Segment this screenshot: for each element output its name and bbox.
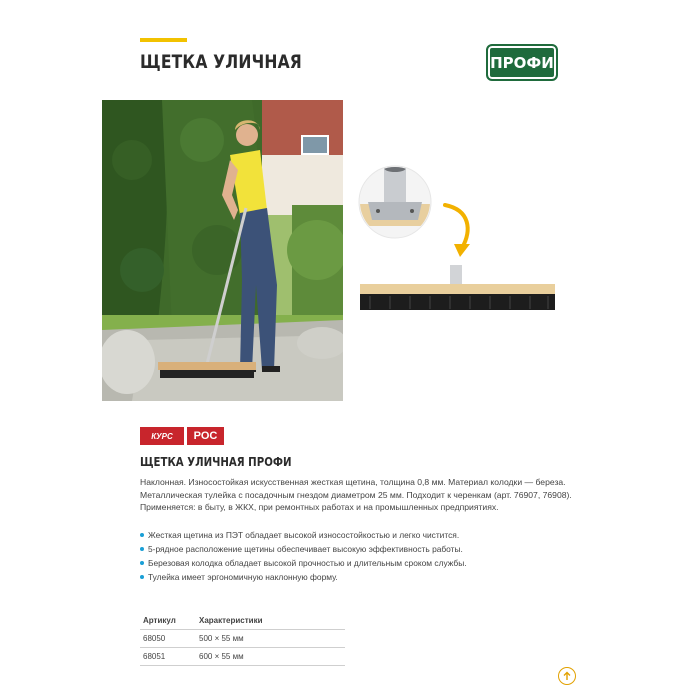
feature-text: Жесткая щетина из ПЭТ обладает высокой износостойкостью и легко чистится.: [148, 530, 460, 540]
table-row: [140, 648, 345, 666]
logo-kurs: [140, 427, 184, 445]
column-header-specs: Характеристики: [196, 612, 345, 630]
article-cell: 68051: [140, 648, 196, 666]
specs-table: [140, 612, 345, 666]
bullet-icon: [140, 575, 144, 579]
brush-product-image: [350, 110, 600, 340]
product-title: ЩЕТКА УЛИЧНАЯ ПРОФИ: [140, 455, 292, 469]
feature-item: [140, 529, 467, 543]
spec-cell: 600 × 55 мм: [196, 648, 345, 666]
bullet-icon: [140, 561, 144, 565]
bullet-icon: [140, 533, 144, 537]
specs-header-row: [140, 612, 345, 630]
product-usage-photo: [102, 100, 343, 401]
curved-arrow-icon: [445, 205, 470, 257]
description-line: Наклонная. Износостойкая искусственная жесткая щетина, толщина 0,8 мм. Материал колодки — береза.: [140, 477, 566, 487]
feature-item: [140, 543, 467, 557]
description-line: Применяется: в быту, в ЖКХ, при ремонтных работах и на промышленных предприятиях.: [140, 502, 499, 512]
logo-roc: [187, 427, 224, 445]
scroll-up-button[interactable]: [558, 667, 576, 685]
article-cell: 68050: [140, 630, 196, 648]
table-row: [140, 630, 345, 648]
profi-badge: ПРОФИ: [486, 44, 558, 81]
feature-text: 5-рядное расположение щетины обеспечивает высокую эффективность работы.: [148, 544, 463, 554]
accent-bar: [140, 38, 187, 42]
feature-list: [140, 529, 467, 585]
feature-item: [140, 571, 467, 585]
feature-text: Тулейка имеет эргономичную наклонную форму.: [148, 572, 338, 582]
product-description: [140, 476, 580, 514]
logo-kurs-text: КУРС: [151, 431, 173, 441]
logo-roc-text: РОС: [193, 430, 218, 442]
feature-item: [140, 557, 467, 571]
column-header-article: Артикул: [140, 612, 196, 630]
description-line: Металлическая тулейка с посадочным гнездом диаметром 25 мм. Подходит к черенкам (арт. 76907, 76908).: [140, 489, 572, 500]
page-title: ЩЕТКА УЛИЧНАЯ: [140, 51, 302, 73]
spec-cell: 500 × 55 мм: [196, 630, 345, 648]
bullet-icon: [140, 547, 144, 551]
feature-text: Березовая колодка обладает высокой прочностью и длительным сроком службы.: [148, 558, 467, 568]
brand-logos: [140, 427, 224, 445]
arrow-up-circle-icon: [562, 671, 572, 681]
